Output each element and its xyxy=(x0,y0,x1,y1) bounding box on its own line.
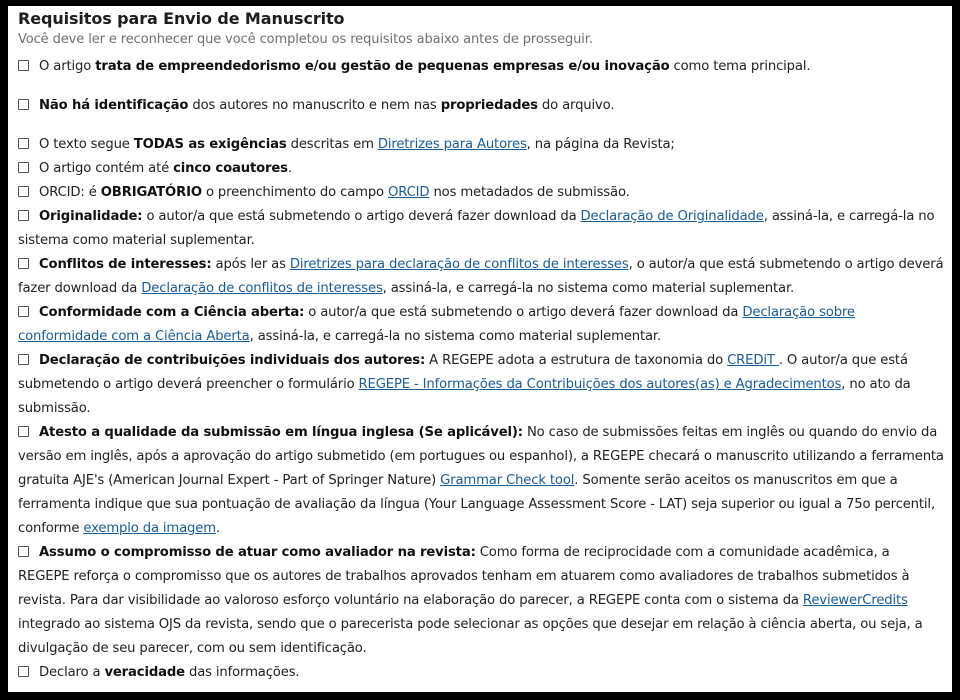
guidelines-checkbox[interactable] xyxy=(18,138,29,149)
originality-declaration-link[interactable]: Declaração de Originalidade xyxy=(580,209,764,224)
reviewer-commitment-checkbox[interactable] xyxy=(18,546,29,557)
conflicts-guidelines-link[interactable]: Diretrizes para declaração de conflitos de interesses xyxy=(289,257,629,272)
requirement-originality: Originalidade: o autor/a que está submetendo o artigo deverá fazer download da Declaração de Originalidade, assiná-la, e carregá-la no sistema como material suplementar. xyxy=(18,209,935,248)
coauthors-checkbox[interactable] xyxy=(18,162,29,173)
contributions-checkbox[interactable] xyxy=(18,354,29,365)
contributions-form-link[interactable]: REGEPE - Informações da Contribuições dos autores(as) e Agradecimentos xyxy=(358,377,842,392)
conflicts-checkbox[interactable] xyxy=(18,258,29,269)
requirement-open-science: Conformidade com a Ciência aberta: o autor/a que está submetendo o artigo deverá fazer download da Declaração sobre conformidade com a Ciência Aberta, assiná-la, e carregá-la no sistema como material suplementar. xyxy=(18,305,855,344)
requirement-english-quality: Atesto a qualidade da submissão em língua inglesa (Se aplicável): No caso de submissões feitas em inglês ou quando do envio da versão em inglês, após a aprovação do artigo submetido (em portugues ou espanhol), a REGEPE checará o manuscrito utilizando a ferramenta gratuita AJE's (American Journal Expert - Part of Springer Nature) Grammar Check tool. Somente serão aceitos os manuscritos em que a ferramenta indique que sua pontuação de avaliação da língua (Your Language Assessment Score - LAT) seja superior ou igual a 75o percentil, conforme exemplo da imagem. xyxy=(18,425,944,536)
orcid-link[interactable]: ORCID xyxy=(388,185,430,200)
open-science-checkbox[interactable] xyxy=(18,306,29,317)
open-science-declaration-link[interactable]: Declaração sobre conformidade com a Ciência Aberta xyxy=(18,305,855,344)
requirements-panel xyxy=(8,6,952,692)
anonymity-checkbox[interactable] xyxy=(18,99,29,110)
english-quality-checkbox[interactable] xyxy=(18,426,29,437)
orcid-checkbox[interactable] xyxy=(18,186,29,197)
requirement-contributions: Declaração de contribuições individuais dos autores: A REGEPE adota a estrutura de taxonomia do CREDiT . O autor/a que está submetendo o artigo deverá preencher o formulário REGEPE - Informações da Contribuições dos autores(as) e Agradecimentos, no ato da submissão. xyxy=(18,353,911,416)
credit-link[interactable]: CREDiT xyxy=(727,353,779,368)
conflicts-declaration-link[interactable]: Declaração de conflitos de interesses xyxy=(141,281,383,296)
author-guidelines-link[interactable]: Diretrizes para Autores xyxy=(377,137,527,152)
section-subtitle: Você deve ler e reconhecer que você completou os requisitos abaixo antes de prosseguir. xyxy=(18,32,593,47)
originality-checkbox[interactable] xyxy=(18,210,29,221)
requirement-conflicts: Conflitos de interesses: após ler as Diretrizes para declaração de conflitos de interesses, o autor/a que está submetendo o artigo deverá fazer download da Declaração de conflitos de interesses, assiná-la, e carregá-la no sistema como material suplementar. xyxy=(18,257,944,296)
topic-checkbox[interactable] xyxy=(18,60,29,71)
veracity-checkbox[interactable] xyxy=(18,666,29,677)
requirements-list xyxy=(18,55,952,685)
requirement-veracity: Declaro a veracidade das informações. xyxy=(18,661,952,685)
grammar-check-link[interactable]: Grammar Check tool xyxy=(440,473,575,488)
image-example-link[interactable]: exemplo da imagem xyxy=(83,521,216,536)
section-title: Requisitos para Envio de Manuscrito xyxy=(18,9,345,28)
requirement-anonymity: Não há identificação dos autores no manuscrito e nem nas propriedades do arquivo. xyxy=(18,94,952,118)
requirement-coauthors: O artigo contém até cinco coautores. xyxy=(18,157,952,181)
reviewer-credits-link[interactable]: ReviewerCredits xyxy=(802,593,908,608)
requirement-topic: O artigo trata de empreendedorismo e/ou gestão de pequenas empresas e/ou inovação como tema principal. xyxy=(18,55,952,79)
requirement-guidelines: O texto segue TODAS as exigências descritas em Diretrizes para Autores, na página da Revista; xyxy=(18,133,952,157)
requirement-reviewer-commitment: Assumo o compromisso de atuar como avaliador na revista: Como forma de reciprocidade com a comunidade acadêmica, a REGEPE reforça o compromisso que os autores de trabalhos aprovados tenham em atuarem como avaliadores de trabalhos submetidos à revista. Para dar visibilidade ao valoroso esforço voluntário na elaboração do parecer, a REGEPE conta com o sistema da ReviewerCredits integrado ao sistema OJS da revista, sendo que o parecerista pode selecionar as opções que desejar em relação à ciência aberta, ou seja, a divulgação de seu parecer, com ou sem identificação. xyxy=(18,545,923,656)
requirement-orcid: ORCID: é OBRIGATÓRIO o preenchimento do campo ORCID nos metadados de submissão. xyxy=(18,181,952,205)
